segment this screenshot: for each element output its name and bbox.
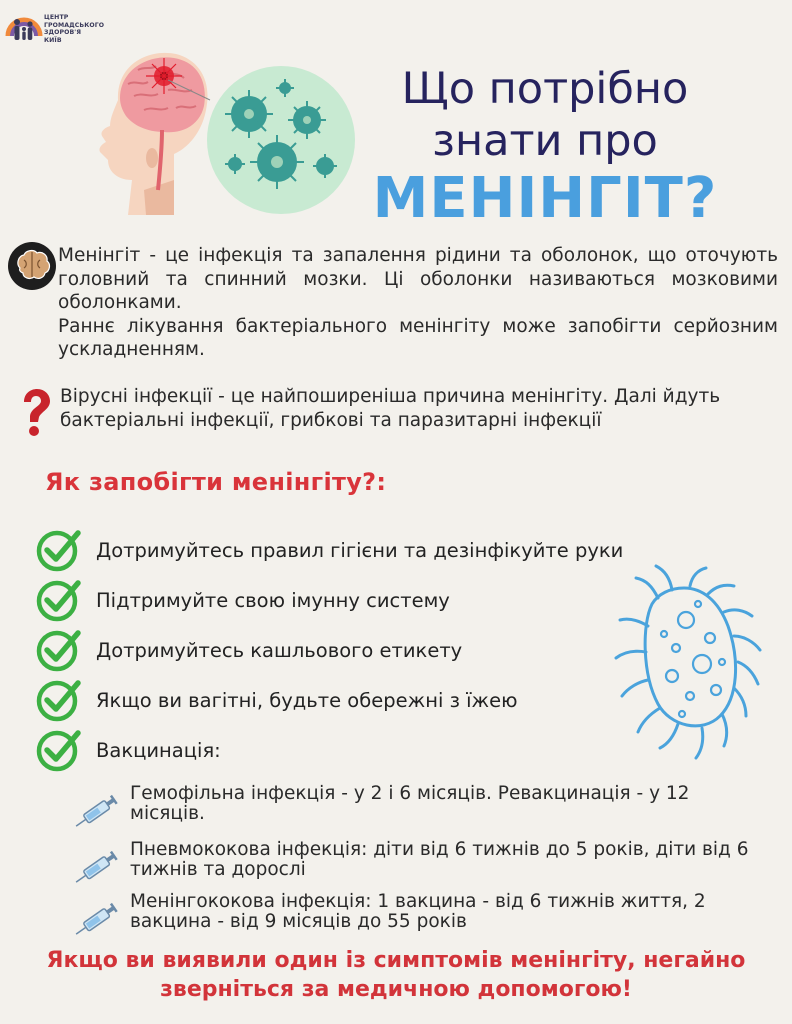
logo-mark-icon bbox=[4, 2, 44, 44]
prevention-item bbox=[36, 676, 518, 724]
syringe-icon bbox=[70, 898, 126, 942]
warning-line-2: зверніться за медичною допомогою! bbox=[160, 977, 632, 1002]
syringe-icon bbox=[70, 790, 126, 834]
prevention-item-label: Дотримуйтесь кашльового етикету bbox=[96, 638, 463, 662]
check-icon bbox=[36, 677, 82, 723]
prevention-item bbox=[36, 726, 221, 774]
prevention-item bbox=[36, 576, 450, 624]
vaccine-item bbox=[70, 784, 770, 824]
title-line-2: знати про bbox=[432, 116, 658, 166]
prevention-item-label: Підтримуйте свою імунну систему bbox=[96, 588, 450, 612]
prevention-item bbox=[36, 626, 462, 674]
definition-text: Менінгіт - це інфекція та запалення рідини та оболонок, що оточують головний та спинний мозки. Ці оболонки називаються мозковими оболонками. bbox=[58, 245, 778, 313]
prevention-item-label: Вакцинація: bbox=[96, 738, 221, 762]
title-line-1: Що потрібно bbox=[401, 64, 689, 114]
prevention-item-label: Якщо ви вагітні, будьте обережні з їжею bbox=[96, 688, 518, 712]
treatment-text: Раннє лікування бактеріального менінгіту може запобігти серйозним ускладненням. bbox=[58, 315, 778, 360]
logo-text: ЦЕНТР ГРОМАДСЬКОГО ЗДОРОВ'Я КИЇВ bbox=[44, 14, 105, 44]
brain-icon bbox=[6, 240, 58, 292]
vaccine-item-text: Менінгококова інфекція: 1 вакцина - від 6 тижнів життя, 2 вакцина - від 9 місяців до 55 років bbox=[130, 891, 706, 932]
prevention-item bbox=[36, 526, 623, 574]
check-icon bbox=[36, 527, 82, 573]
question-mark-icon bbox=[18, 388, 52, 438]
prevention-item-label: Дотримуйтесь правил гігієни та дезінфікуйте руки bbox=[96, 538, 624, 562]
vaccine-item bbox=[70, 840, 770, 880]
causes-text: Вірусні інфекції - це найпоширеніша причина менінгіту. Далі йдуть бактеріальні інфекції, грибкові та паразитарні інфекції bbox=[60, 386, 721, 431]
vaccine-item-text: Пневмококова інфекція: діти від 6 тижнів до 5 років, діти від 6 тижнів та дорослі bbox=[130, 839, 749, 880]
check-icon bbox=[36, 577, 82, 623]
bacterium-illustration bbox=[612, 564, 764, 764]
intro-text bbox=[58, 244, 778, 362]
prevention-heading: Як запобігти менінгіту?: bbox=[45, 468, 387, 496]
vaccine-item bbox=[70, 892, 770, 932]
syringe-icon bbox=[70, 846, 126, 890]
check-icon bbox=[36, 627, 82, 673]
vaccine-item-text: Гемофільна інфекція - у 2 і 6 місяців. Ревакцинація - у 12 місяців. bbox=[130, 783, 690, 824]
warning-message bbox=[16, 946, 776, 1004]
head-brain-illustration bbox=[88, 40, 218, 215]
title-highlight: МЕНІНГІТ? bbox=[372, 166, 718, 231]
check-icon bbox=[36, 727, 82, 773]
warning-line-1: Якщо ви виявили один із симптомів менінгіту, негайно bbox=[46, 948, 746, 973]
